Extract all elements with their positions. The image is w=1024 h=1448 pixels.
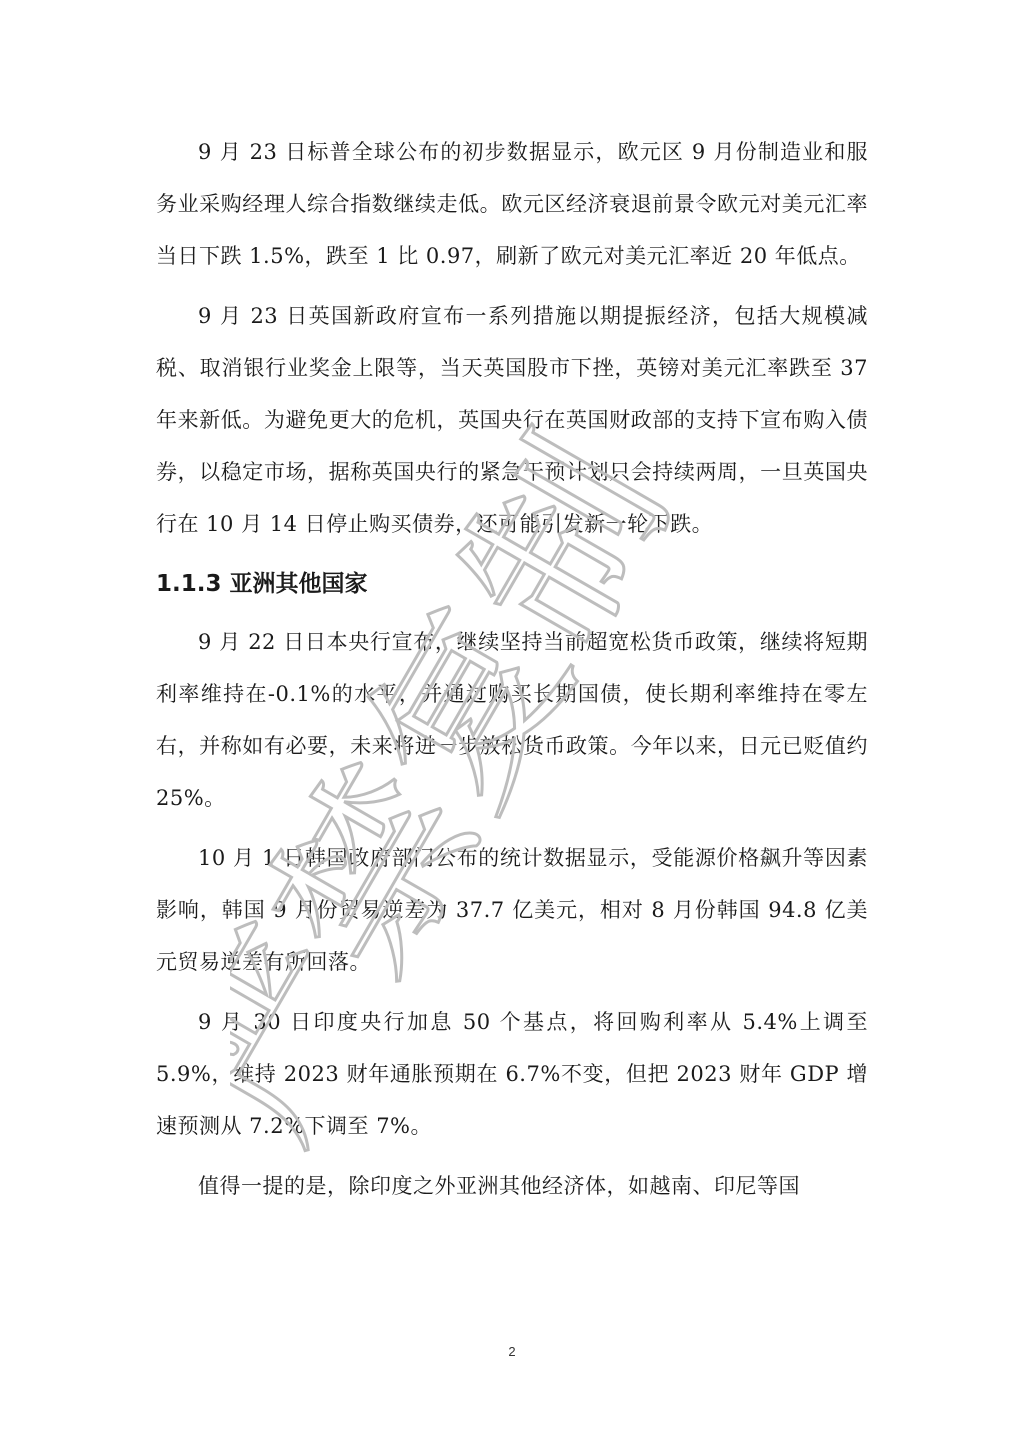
paragraph-india-rbi: 9 月 30 日印度央行加息 50 个基点，将回购利率从 5.4%上调至 5.9%，维持 2023 财年通胀预期在 6.7%不变，但把 2023 财年 GDP 增速预测从 7.2%下调至 7%。 bbox=[156, 1010, 868, 1138]
paragraph-korea-trade: 10 月 1 日韩国政府部门公布的统计数据显示，受能源价格飙升等因素影响，韩国 9 月份贸易逆差为 37.7 亿美元，相对 8 月份韩国 94.8 亿美元贸易逆差有所回落。 bbox=[156, 846, 868, 974]
section-heading: 1.1.3 亚洲其他国家 bbox=[156, 571, 368, 597]
page-number: 2 bbox=[508, 1344, 516, 1359]
paragraph-asia-other: 值得一提的是，除印度之外亚洲其他经济体，如越南、印尼等国 bbox=[198, 1174, 800, 1198]
paragraph-uk-policy: 9 月 23 日英国新政府宣布一系列措施以期提振经济，包括大规模减税、取消银行业奖金上限等，当天英国股市下挫，英镑对美元汇率跌至 37 年来新低。为避免更大的危机，英国央行在英国财政部的支持下宣布购入债券，以稳定市场，据称英国央行的紧急干预计划只会持续两周，一旦英国央行在 10 月 14 日停止购买债券，还可能引发新一轮下跌。 bbox=[156, 304, 868, 536]
watermark-text: 严禁复制 bbox=[230, 403, 709, 1173]
paragraph-eurozone-pmi: 9 月 23 日标普全球公布的初步数据显示，欧元区 9 月份制造业和服务业采购经理人综合指数继续走低。欧元区经济衰退前景令欧元对美元汇率当日下跌 1.5%，跌至 1 比 0.97，刷新了欧元对美元汇率近 20 年低点。 bbox=[156, 140, 868, 268]
document-body bbox=[156, 126, 868, 1220]
paragraph-japan-boj: 9 月 22 日日本央行宣布，继续坚持当前超宽松货币政策，继续将短期利率维持在-0.1%的水平，并通过购买长期国债，使长期利率维持在零左右，并称如有必要，未来将进一步放松货币政策。今年以来，日元已贬值约 25%。 bbox=[156, 630, 868, 810]
